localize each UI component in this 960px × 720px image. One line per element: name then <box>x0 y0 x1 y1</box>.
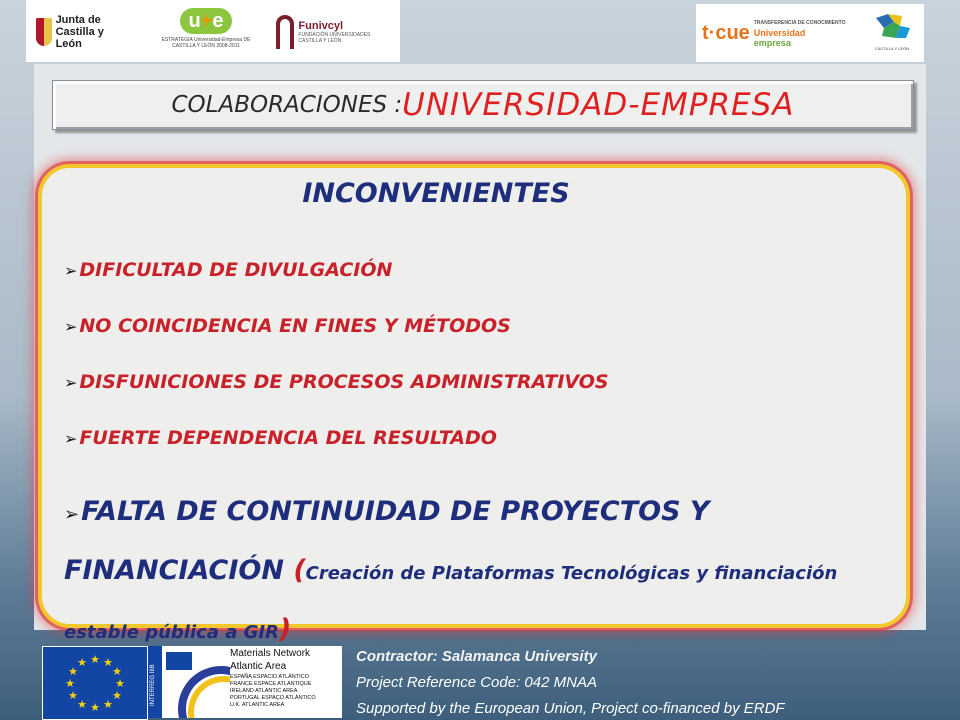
small-eu-flag-icon <box>166 652 192 670</box>
last-item-detail: Creación de Plataformas Tecnológicas y financiación estable pública a GIR <box>64 563 838 643</box>
last-item-main: FALTA DE CONTINUIDAD DE PROYECTOS Y FINANCIACIÓN <box>64 496 710 586</box>
arrow-bullet-icon: ➢ <box>64 373 78 392</box>
area-line: U.K. ATLANTIC AREA <box>230 702 285 708</box>
coat-of-arms-icon <box>36 18 52 46</box>
arch-icon <box>276 15 294 49</box>
list-item: ➢ FUERTE DEPENDENCIA DEL RESULTADO <box>64 427 497 449</box>
slide-title <box>52 80 914 130</box>
tcue-line-3: empresa <box>753 38 791 48</box>
svg-text:★: ★ <box>103 698 113 711</box>
universidad-empresa-logo <box>150 8 262 56</box>
list-item: ➢ DISFUNICIONES DE PROCESOS ADMINISTRATIVOS <box>64 371 609 393</box>
title-part-2: UNIVERSIDAD-EMPRESA <box>402 87 795 123</box>
jcyl-line-2: Castilla y León <box>55 26 104 50</box>
tcue-line-1: TRANSFERENCIA DE CONOCIMIENTO <box>753 20 846 26</box>
open-paren: ( <box>293 555 306 586</box>
svg-text:★: ★ <box>112 689 122 702</box>
svg-text:★: ★ <box>68 689 78 702</box>
close-paren: ) <box>278 614 292 645</box>
funivcyl-name: Funivcyl <box>298 20 344 32</box>
svg-text:★: ★ <box>77 698 87 711</box>
tcue-mark: t·cue <box>702 21 750 44</box>
svg-text:★: ★ <box>65 677 75 690</box>
tcue-logo <box>702 10 862 56</box>
materials-network-title: Materials Network <box>230 648 311 659</box>
svg-text:★: ★ <box>90 701 100 714</box>
svg-text:★: ★ <box>115 677 125 690</box>
contractor-text: Contractor: Salamanca University <box>356 648 597 665</box>
ue-caption: ESTRATEGIA Universidad-Empresa DE CASTILLA Y LEÓN 2008-2011 <box>161 37 251 49</box>
area-line: ESPAÑA ESPACIO ATLÁNTICO <box>230 674 309 680</box>
title-part-1: COLABORACIONES : <box>171 92 403 118</box>
reference-code-text: Project Reference Code: 042 MNAA <box>356 674 597 691</box>
materials-network-box <box>230 646 342 718</box>
area-line: FRANCE ESPACE ATLANTIQUE <box>230 681 312 687</box>
svg-text:★: ★ <box>90 653 100 666</box>
interreg-logo <box>148 646 230 718</box>
list-item: ➢ NO COINCIDENCIA EN FINES Y MÉTODOS <box>64 315 511 337</box>
region-caption: CASTILLA Y LEÓN <box>874 46 910 51</box>
jcyl-line-1: Junta de <box>55 14 101 26</box>
arrow-bullet-icon: ➢ <box>64 504 80 525</box>
ue-mark: u+e <box>180 8 231 34</box>
list-item-last <box>64 484 906 661</box>
funivcyl-logo <box>276 8 374 56</box>
area-line: PORTUGAL ESPAÇO ATLÂNTICO <box>230 695 316 701</box>
junta-castilla-leon-logo <box>36 8 116 56</box>
svg-text:★: ★ <box>77 656 87 669</box>
svg-text:★: ★ <box>103 656 113 669</box>
arrow-bullet-icon: ➢ <box>64 429 78 448</box>
arrow-bullet-icon: ➢ <box>64 261 78 280</box>
area-line: IRELAND ATLANTIC AREA <box>230 688 298 694</box>
region-shape-icon <box>872 12 912 42</box>
atlantic-area-title: Atlantic Area <box>230 661 287 672</box>
arrow-bullet-icon: ➢ <box>64 317 78 336</box>
svg-text:★: ★ <box>112 665 122 678</box>
card-heading: INCONVENIENTES <box>302 178 570 209</box>
funivcyl-caption: FUNDACIÓN UNIVERSIDADES CASTILLA Y LEÓN <box>298 32 371 44</box>
tcue-line-2: Universidad <box>753 28 806 38</box>
castilla-leon-region-logo <box>866 12 918 58</box>
interreg-label: INTERREG IIIB <box>150 664 156 706</box>
svg-text:★: ★ <box>68 665 78 678</box>
eu-flag-icon <box>42 646 148 720</box>
list-item: ➢ DIFICULTAD DE DIVULGACIÓN <box>64 259 393 281</box>
funding-text: Supported by the European Union, Project co-financed by ERDF <box>356 700 785 717</box>
